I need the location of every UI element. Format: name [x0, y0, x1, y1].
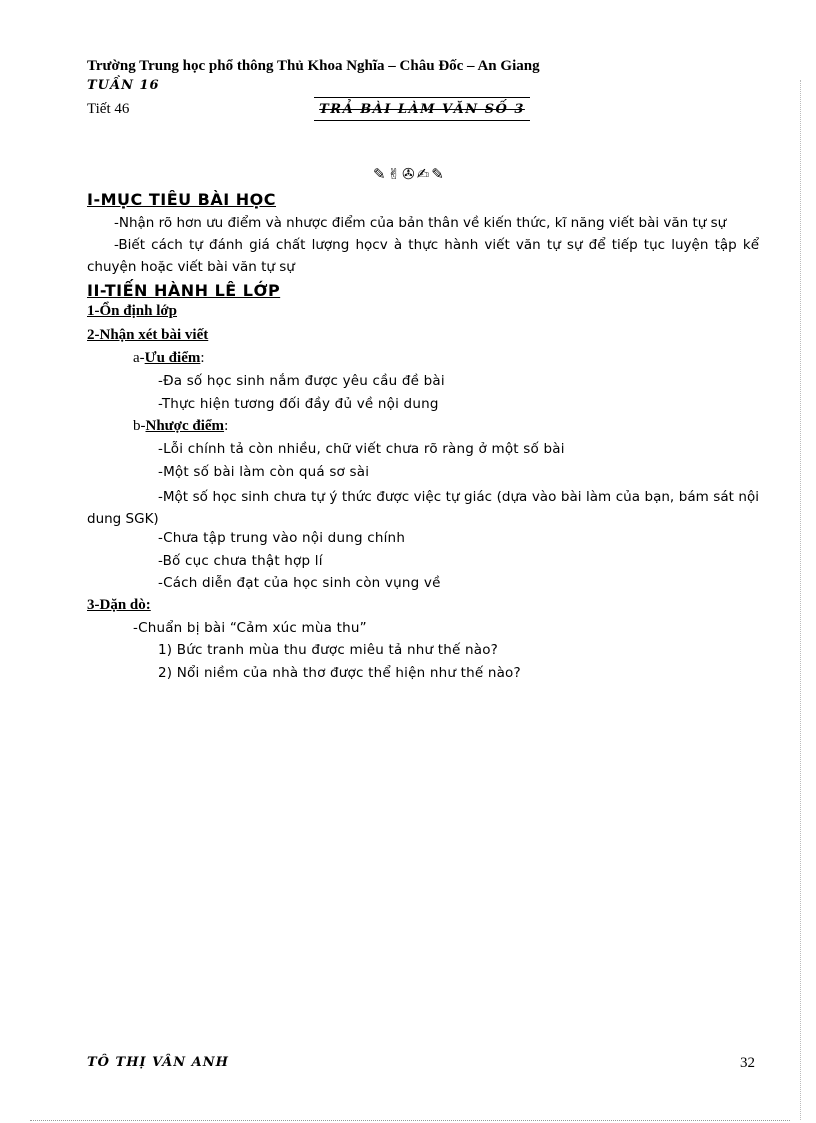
strengths-heading: [133, 350, 205, 367]
strength-point: -Đa số học sinh nắm được yêu cầu đề bài: [158, 373, 445, 389]
lesson-title: TRẢ BÀI LÀM VĂN SỐ 3: [314, 97, 530, 121]
strengths-label: Ưu điểm: [144, 350, 201, 366]
school-name: Trường Trung học phổ thông Thủ Khoa Nghĩa – Châu Đốc – An Giang: [87, 58, 540, 74]
weaknesses-label: Nhược điểm: [145, 418, 225, 434]
author-name: TÔ THỊ VÂN ANH: [87, 1055, 229, 1070]
weaknesses-colon: :: [224, 418, 229, 434]
weakness-point: -Bố cục chưa thật hợp lí: [158, 553, 323, 569]
homework-question: 1) Bức tranh mùa thu được miêu tả như thế nào?: [158, 642, 499, 658]
period-label: Tiết 46: [87, 101, 130, 117]
strengths-prefix: a-: [133, 350, 145, 366]
ornament-divider: ✎✌✇✍✎: [373, 165, 446, 183]
section-2-heading: II-TIẾN HÀNH LÊ LỚP: [87, 281, 281, 300]
page-edge-right: [800, 80, 805, 1120]
weakness-point: -Một số học sinh chưa tự ý thức được việc tự giác (dựa vào bài làm của bạn, bám sát nội dung SGK): [87, 489, 759, 527]
strength-point: -Thực hiện tương đối đầy đủ về nội dung: [158, 396, 439, 412]
week-label: TUẦN 16: [87, 78, 160, 93]
objective-2: -Biết cách tự đánh giá chất lượng họcv à thực hành viết văn tự sự để tiếp tục luyện tập kể chuyện hoặc viết bài văn tự sự: [87, 237, 759, 275]
weakness-point: -Cách diễn đạt của học sinh còn vụng về: [158, 575, 441, 591]
prepare-lesson: -Chuẩn bị bài “Cảm xúc mùa thu”: [133, 620, 367, 636]
section-1-heading: I-MỤC TIÊU BÀI HỌC: [87, 190, 277, 209]
weaknesses-heading: [133, 418, 228, 435]
weakness-point: -Một số bài làm còn quá sơ sài: [158, 464, 370, 480]
objective-1: -Nhận rõ hơn ưu điểm và nhược điểm của bản thân về kiến thức, kĩ năng viết bài văn tự sự: [114, 215, 727, 231]
item-2-review: 2-Nhận xét bài viết: [87, 327, 209, 343]
item-3-homework: 3-Dặn dò:: [87, 597, 151, 613]
homework-question: 2) Nổi niềm của nhà thơ được thể hiện như thế nào?: [158, 665, 521, 681]
item-1-stabilize-class: 1-Ổn định lớp: [87, 303, 178, 319]
page-number: 32: [740, 1055, 755, 1071]
page-edge-bottom: [30, 1120, 790, 1121]
weakness-point: -Chưa tập trung vào nội dung chính: [158, 530, 406, 546]
weakness-point: -Lỗi chính tả còn nhiều, chữ viết chưa rõ ràng ở một số bài: [158, 441, 565, 457]
strengths-colon: :: [200, 350, 205, 366]
weaknesses-prefix: b-: [133, 418, 146, 434]
